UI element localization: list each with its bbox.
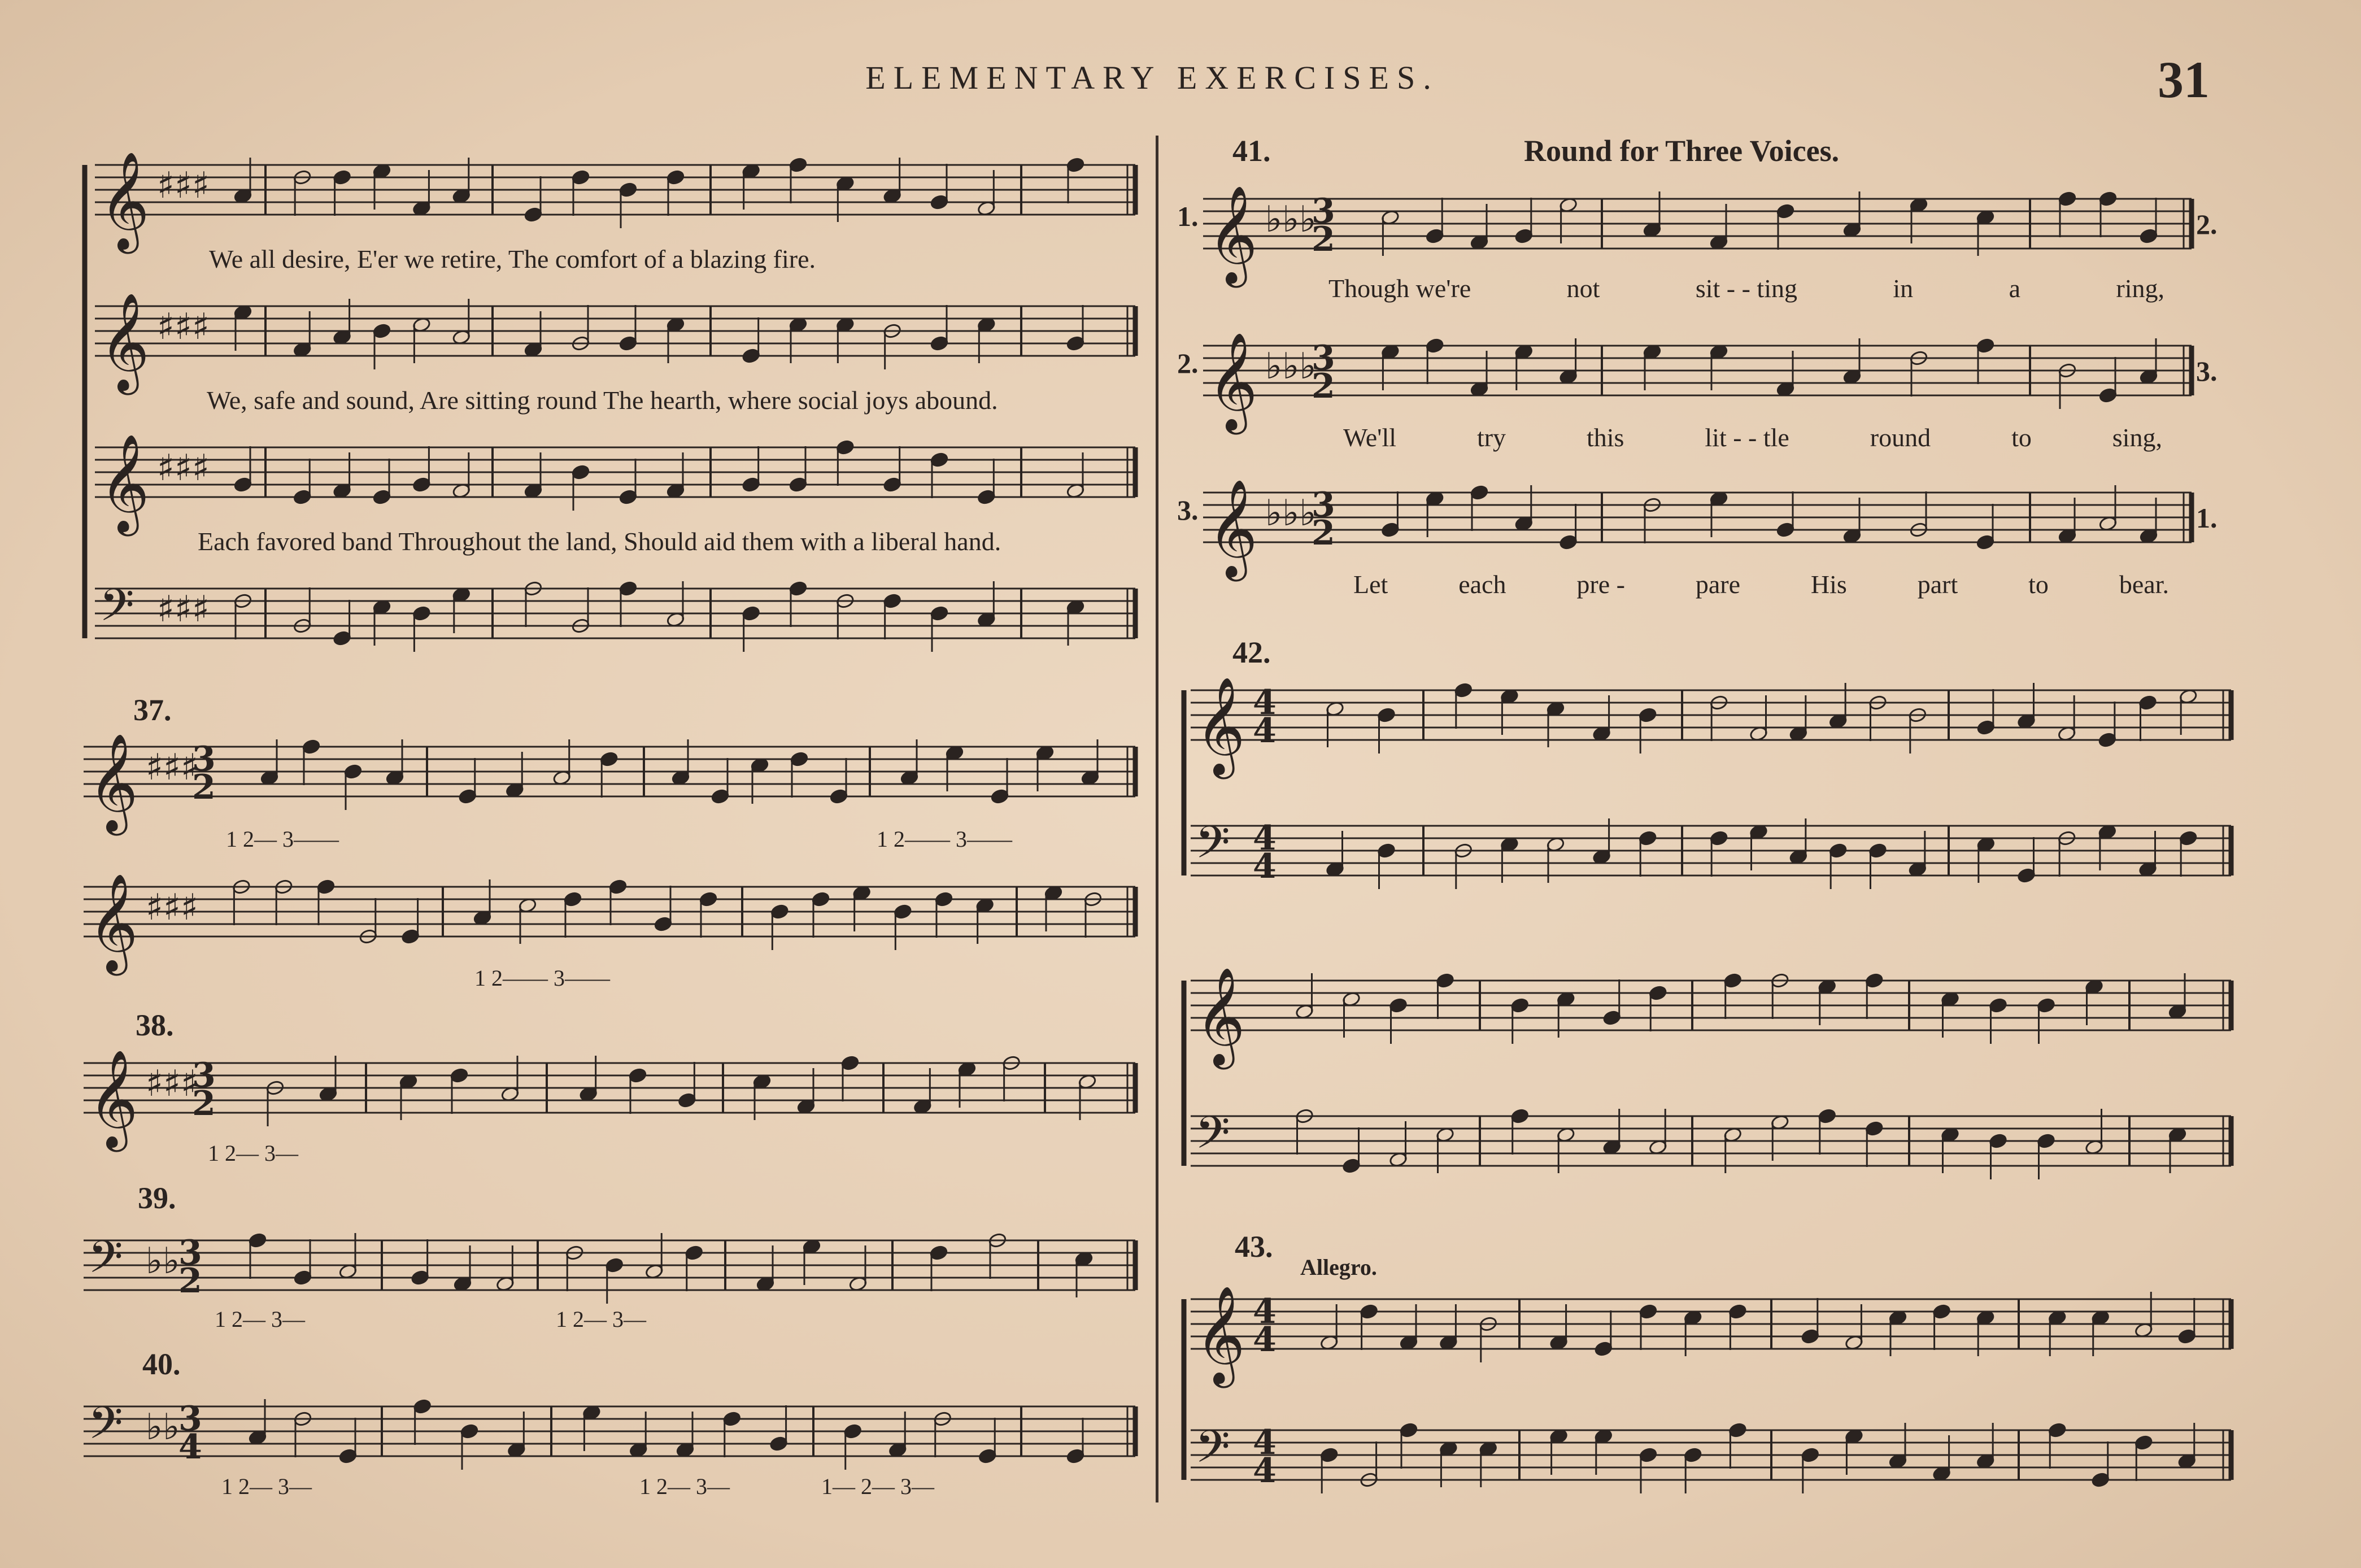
- ex40-count-1: 1 2— 3—: [221, 1474, 312, 1499]
- page-header: ELEMENTARY EXERCISES.: [865, 59, 1439, 96]
- svg-text:4: 4: [1253, 818, 1277, 858]
- key-signature-icon: ♯♯♯: [146, 887, 198, 929]
- treble-clef-icon: 𝄞: [1195, 1286, 1245, 1384]
- ex41-title: Round for Three Voices.: [1524, 134, 1840, 168]
- treble-clef-icon: 𝄞: [88, 873, 138, 972]
- key-signature-icon: ♭♭: [146, 1406, 180, 1448]
- ex42-staff-4: [1191, 1116, 2231, 1166]
- ex41-voice-2-lyrics: We'll try this lit - - tle round to sing,: [1343, 423, 2162, 452]
- ex41-staff-1: [1203, 199, 2192, 249]
- svg-text:4: 4: [1253, 1320, 1277, 1360]
- svg-text:2: 2: [192, 1084, 216, 1123]
- ex38-staff: [84, 1063, 1135, 1113]
- svg-text:4: 4: [1253, 711, 1277, 751]
- key-signature-icon: ♭♭: [146, 1240, 180, 1282]
- bass-clef-icon: 𝄢: [99, 579, 134, 642]
- ex40-staff: [84, 1406, 1135, 1456]
- svg-text:3: 3: [1312, 338, 1335, 378]
- ex41-voice-2-end: 3.: [2196, 355, 2218, 387]
- bass-clef-icon: 𝄢: [88, 1397, 123, 1460]
- svg-text:4: 4: [1253, 1451, 1277, 1491]
- svg-text:3: 3: [1312, 485, 1335, 525]
- ex40-number: 40.: [142, 1347, 181, 1381]
- treble-clef-icon: 𝄞: [1195, 677, 1245, 775]
- ex41-staff-3: [1203, 493, 2192, 542]
- treble-clef-icon: 𝄞: [88, 1049, 138, 1148]
- ex40-count-2: 1 2— 3—: [639, 1474, 730, 1499]
- ex43-staff-1: [1191, 1299, 2231, 1349]
- key-signature-icon: ♯♯♯: [146, 1063, 198, 1105]
- ex36-lyric-line-3: Each favored band Throughout the land, Should aid them with a liberal hand.: [198, 527, 1001, 556]
- svg-text:3: 3: [192, 739, 216, 779]
- ex41-voice-1-end: 2.: [2196, 208, 2218, 240]
- ex41-voice-1-lyrics: Though we're not sit - - ting in a ring,: [1328, 274, 2164, 303]
- ex41-voice-2-label: 2.: [1177, 347, 1199, 379]
- treble-clef-icon: 𝄞: [1208, 479, 1258, 577]
- key-signature-icon: ♯♯♯: [157, 589, 210, 630]
- svg-text:3: 3: [1312, 191, 1335, 231]
- treble-clef-icon: 𝄞: [99, 151, 150, 250]
- key-signature-icon: ♯♯♯: [157, 165, 210, 207]
- svg-text:4: 4: [178, 1427, 202, 1467]
- ex40-count-3: 1— 2— 3—: [821, 1474, 934, 1499]
- treble-clef-icon: 𝄞: [1208, 185, 1258, 284]
- svg-text:4: 4: [1253, 683, 1277, 722]
- ex39-count-2: 1 2— 3—: [556, 1306, 646, 1332]
- key-signature-icon: ♯♯♯: [157, 447, 210, 489]
- ex37-number: 37.: [133, 693, 172, 727]
- ex41-number: 41.: [1232, 134, 1271, 168]
- bass-clef-icon: 𝄢: [1195, 816, 1230, 879]
- ex37-count-2: 1 2—— 3——: [877, 826, 1012, 852]
- ex39-number: 39.: [138, 1181, 176, 1215]
- key-signature-icon: ♯♯♯: [157, 306, 210, 348]
- ex36-lyric-line-2: We, safe and sound, Are sitting round The hearth, where social joys abound.: [207, 386, 998, 415]
- svg-text:3: 3: [192, 1056, 216, 1095]
- ex41-voice-3-lyrics: Let each pre - pare His part to bear.: [1353, 570, 2169, 599]
- svg-text:3: 3: [178, 1399, 202, 1439]
- svg-text:4: 4: [1253, 1423, 1277, 1462]
- ex41-voice-3-end: 1.: [2196, 502, 2218, 534]
- ex43-number: 43.: [1235, 1230, 1273, 1264]
- ex38-count-1: 1 2— 3—: [208, 1140, 298, 1166]
- ex36-staff-4: [95, 589, 1135, 638]
- treble-clef-icon: 𝄞: [88, 733, 138, 831]
- key-signature-icon: ♭♭♭: [1265, 346, 1317, 387]
- ex43-staff-2: [1191, 1430, 2231, 1480]
- ex41-voice-1-label: 1.: [1177, 201, 1199, 232]
- svg-text:2: 2: [178, 1261, 202, 1301]
- ex42-number: 42.: [1232, 635, 1271, 669]
- svg-text:4: 4: [1253, 1292, 1277, 1331]
- ex38-number: 38.: [136, 1008, 174, 1042]
- key-signature-icon: ♯♯♯: [146, 747, 198, 789]
- ex36-lyric-line-1: We all desire, E'er we retire, The comfort of a blazing fire.: [209, 245, 816, 273]
- treble-clef-icon: 𝄞: [99, 434, 150, 532]
- ex41-staff-2: [1203, 346, 2192, 395]
- treble-clef-icon: 𝄞: [99, 293, 150, 391]
- ex39-count-1: 1 2— 3—: [215, 1306, 305, 1332]
- svg-text:2: 2: [1312, 513, 1335, 553]
- ex41-voice-3-label: 3.: [1177, 494, 1199, 526]
- svg-text:2: 2: [1312, 220, 1335, 259]
- svg-text:3: 3: [178, 1233, 202, 1273]
- bass-clef-icon: 𝄢: [88, 1231, 123, 1294]
- treble-clef-icon: 𝄞: [1195, 967, 1245, 1065]
- page-number: 31: [2158, 51, 2210, 108]
- ex43-tempo: Allegro.: [1300, 1255, 1377, 1280]
- bass-clef-icon: 𝄢: [1195, 1421, 1230, 1484]
- svg-text:4: 4: [1253, 847, 1277, 886]
- ex37-count-1: 1 2— 3——: [226, 826, 339, 852]
- key-signature-icon: ♭♭♭: [1265, 493, 1317, 534]
- treble-clef-icon: 𝄞: [1208, 332, 1258, 430]
- ex37-count-3: 1 2—— 3——: [474, 965, 610, 991]
- bass-clef-icon: 𝄢: [1195, 1107, 1230, 1170]
- svg-text:2: 2: [192, 768, 216, 807]
- key-signature-icon: ♭♭♭: [1265, 199, 1317, 241]
- svg-text:2: 2: [1312, 367, 1335, 406]
